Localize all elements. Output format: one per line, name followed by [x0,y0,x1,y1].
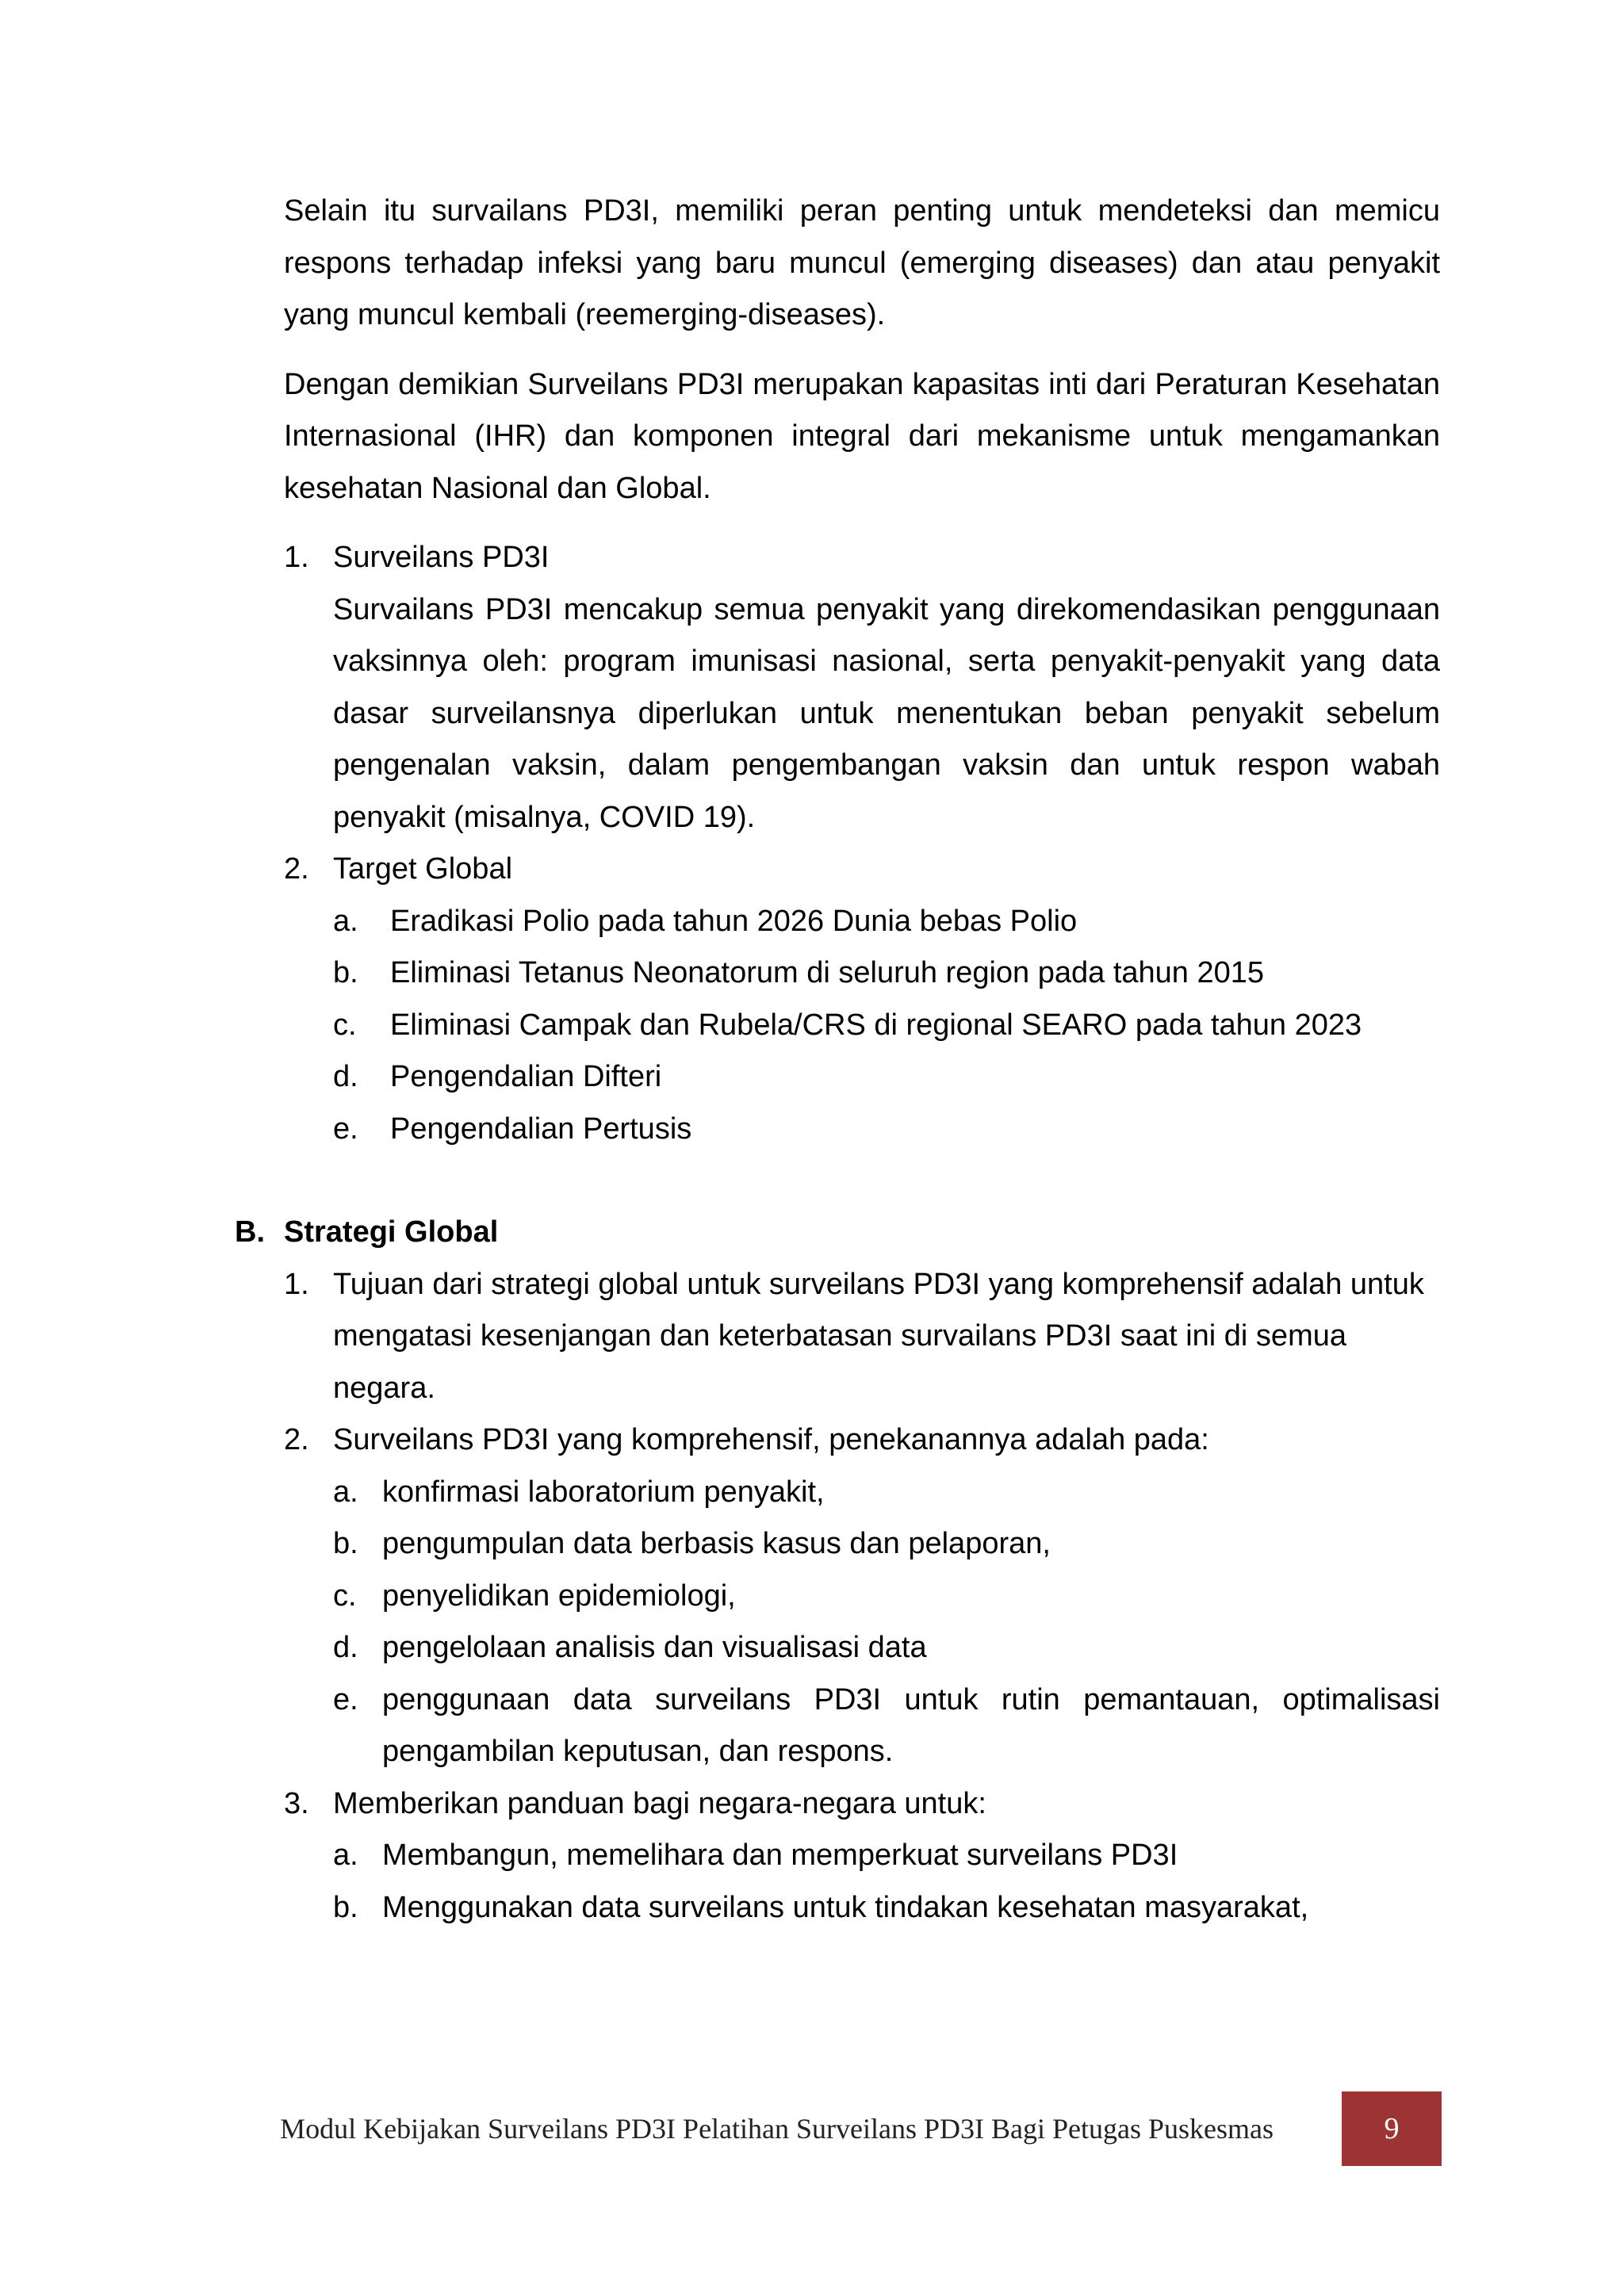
page-content [235,186,1440,1934]
sub-list-item [284,1674,1440,1778]
intro-paragraph-1: Selain itu survailans PD3I, memiliki peran penting untuk mendeteksi dan memicu respons terhadap infeksi yang baru muncul (emerging diseases) dan atau penyakit yang muncul kembali (reemerging-diseases). [284,194,1440,331]
page-number: 9 [1384,2112,1400,2145]
list-item-text: Tujuan dari strategi global untuk surveilans PD3I yang komprehensif adalah untuk mengatasi kesenjangan dan keterbatasan survailans PD3I saat ini di semua negara. [333,1267,1424,1405]
footer-title: Modul Kebijakan Surveilans PD3I Pelatihan Surveilans PD3I Bagi Petugas Puskesmas [280,2113,1274,2145]
sub-list-letter: d. [333,1631,358,1664]
list-surveilans [284,532,1440,1155]
sub-list-letter: b. [333,1890,358,1924]
sub-list-item [284,1571,1440,1623]
sub-list-text: konfirmasi laboratorium penyakit, [382,1475,825,1509]
sub-list-item [284,1830,1440,1882]
sub-list-item [284,1000,1440,1052]
sub-list-letter: a. [333,1475,358,1509]
sub-list-letter: b. [333,1527,358,1560]
sub-list-item [284,1882,1440,1934]
list-item-body: Survailans PD3I mencakup semua penyakit yang direkomendasikan penggunaan vaksinnya oleh: program imunisasi nasional, serta penyakit-penyakit yang data dasar surveilansnya diperlukan untuk menentukan beban penyakit sebelum pengenalan vaksin, dalam pengembangan vaksin dan untuk respon wabah penyakit (misalnya, COVID 19). [333,592,1440,834]
list-number: 1. [284,541,309,574]
sub-list-text: pengumpulan data berbasis kasus dan pelaporan, [382,1527,1051,1560]
list-item-title: Surveilans PD3I [333,541,550,574]
sub-list-text: Menggunakan data surveilans untuk tindakan kesehatan masyarakat, [382,1890,1309,1924]
sub-list-item [284,947,1440,1000]
page-number-badge [1342,2091,1442,2166]
sub-list-text: Eliminasi Tetanus Neonatorum di seluruh region pada tahun 2015 [390,956,1265,989]
sub-list-text: Pengendalian Difteri [390,1060,662,1093]
sub-list-letter: c. [333,1578,357,1613]
section-title: Strategi Global [284,1215,499,1249]
list-item-text: Surveilans PD3I yang komprehensif, penekanannya adalah pada: [333,1423,1209,1456]
sub-list-item [284,896,1440,948]
list-item-tujuan [284,1259,1440,1415]
list-number: 2. [284,852,309,886]
sub-list-item [284,1622,1440,1674]
sub-list-letter: d. [333,1060,358,1093]
list-item-text: Memberikan panduan bagi negara-negara untuk: [333,1786,986,1820]
sub-list-item [284,1467,1440,1519]
sub-list-text: penyelidikan epidemiologi, [382,1578,736,1613]
list-number: 1. [284,1267,309,1301]
sub-list-item [284,1518,1440,1571]
list-item-surveilans-pd3i [284,532,1440,844]
sub-list-letter: c. [333,1008,357,1042]
list-number: 2. [284,1423,309,1456]
sub-list-item [284,1051,1440,1104]
sub-list-letter: b. [333,956,358,989]
sub-list-text: Pengendalian Pertusis [390,1112,692,1146]
list-item-target-global [284,844,1440,896]
sub-list-text: penggunaan data surveilans PD3I untuk rutin pemantauan, optimalisasi pengambilan keputusan, dan respons. [382,1682,1440,1768]
sub-list-letter: a. [333,904,358,938]
sub-list-letter: a. [333,1839,358,1872]
list-strategi [284,1259,1440,1934]
section-letter: B. [235,1215,265,1249]
sub-list-text: Eliminasi Campak dan Rubela/CRS di regional SEARO pada tahun 2023 [390,1008,1362,1042]
list-item-title: Target Global [333,852,513,886]
sub-list-item [284,1104,1440,1156]
page-footer [276,2091,1442,2166]
intro-paragraph-2: Dengan demikian Surveilans PD3I merupakan kapasitas inti dari Peraturan Kesehatan Internasional (IHR) dan komponen integral dari mekanisme untuk mengamankan kesehatan Nasional dan Global. [284,367,1440,505]
section-heading-strategi-global [235,1207,1440,1259]
list-item-komprehensif [284,1414,1440,1467]
sub-list-text: pengelolaan analisis dan visualisasi data [382,1631,927,1664]
sub-list-letter: e. [333,1112,358,1146]
list-number: 3. [284,1786,309,1820]
sub-list-letter: e. [333,1682,358,1716]
list-item-panduan [284,1778,1440,1831]
sub-list-text: Eradikasi Polio pada tahun 2026 Dunia bebas Polio [390,904,1078,938]
sub-list-text: Membangun, memelihara dan memperkuat surveilans PD3I [382,1839,1178,1872]
